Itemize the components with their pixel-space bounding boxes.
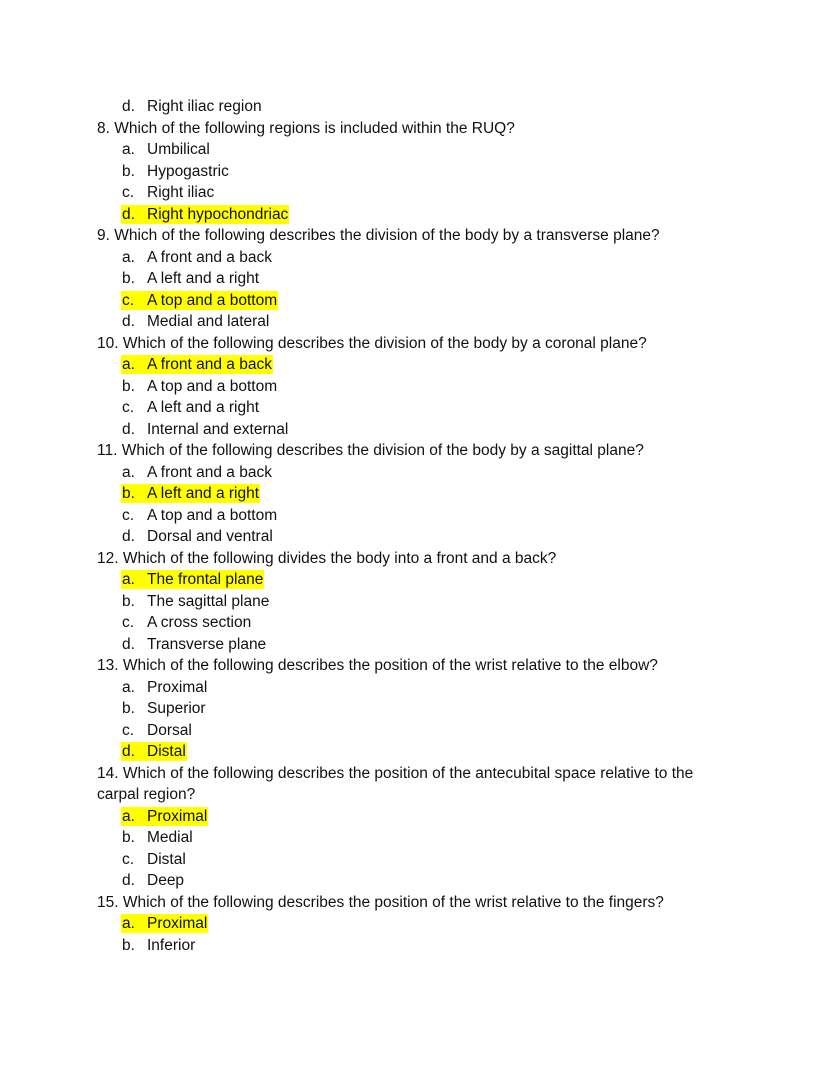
answer-option bbox=[97, 677, 737, 699]
answer-text-wrap bbox=[121, 420, 289, 439]
option-text: A left and a right bbox=[147, 485, 260, 502]
option-text: Medial bbox=[147, 829, 193, 846]
answer-option bbox=[97, 612, 737, 634]
option-text: A front and a back bbox=[147, 356, 272, 373]
answer-text-wrap bbox=[121, 377, 278, 396]
option-text: A front and a back bbox=[147, 248, 272, 266]
option-text: A cross section bbox=[147, 614, 252, 631]
option-letter: a. bbox=[122, 141, 135, 158]
highlighted-answer bbox=[121, 742, 187, 761]
option-letter: d. bbox=[122, 743, 135, 760]
answer-text-wrap bbox=[121, 312, 270, 331]
option-text: Inferior bbox=[147, 936, 196, 954]
answer-option bbox=[97, 96, 737, 118]
answer-option bbox=[97, 741, 737, 763]
answer-option bbox=[97, 827, 737, 849]
option-text: The frontal plane bbox=[147, 571, 264, 588]
answer-option bbox=[97, 913, 737, 935]
answer-option bbox=[97, 161, 737, 183]
answer-text-wrap bbox=[121, 140, 211, 159]
option-letter: c. bbox=[122, 506, 135, 524]
answer-text-wrap bbox=[121, 398, 260, 417]
option-text: Right iliac bbox=[147, 184, 215, 201]
option-letter: d. bbox=[122, 98, 135, 115]
answer-option bbox=[97, 204, 737, 226]
option-letter: c. bbox=[122, 850, 135, 868]
highlighted-answer bbox=[121, 570, 264, 589]
option-letter: b. bbox=[122, 377, 135, 395]
option-letter: b. bbox=[122, 936, 135, 954]
option-text: Distal bbox=[147, 743, 186, 760]
highlighted-answer bbox=[121, 355, 273, 374]
option-letter: b. bbox=[122, 485, 135, 502]
answer-option bbox=[97, 139, 737, 161]
option-text: Right iliac region bbox=[147, 98, 262, 115]
highlighted-answer bbox=[121, 914, 208, 933]
highlighted-answer bbox=[121, 807, 208, 826]
answer-text-wrap bbox=[121, 828, 194, 847]
answer-text-wrap bbox=[121, 183, 215, 202]
answer-text-wrap bbox=[121, 678, 208, 697]
answer-text-wrap bbox=[121, 721, 193, 740]
option-letter: d. bbox=[122, 313, 135, 330]
answer-option bbox=[97, 247, 737, 269]
answer-option bbox=[97, 182, 737, 204]
answer-option bbox=[97, 290, 737, 312]
answer-option bbox=[97, 935, 737, 957]
option-letter: a. bbox=[122, 678, 135, 696]
option-text: A top and a bottom bbox=[147, 377, 278, 395]
option-text: Deep bbox=[147, 872, 185, 889]
option-letter: a. bbox=[122, 915, 135, 932]
option-text: A top and a bottom bbox=[147, 506, 278, 524]
answer-option bbox=[97, 268, 737, 290]
answer-option bbox=[97, 311, 737, 333]
option-letter: a. bbox=[122, 248, 135, 266]
answer-option bbox=[97, 462, 737, 484]
option-text: Dorsal and ventral bbox=[147, 528, 273, 545]
option-letter: d. bbox=[122, 635, 135, 653]
question-text: 10. Which of the following describes the division of the body by a coronal plane? bbox=[97, 334, 647, 352]
option-text: Internal and external bbox=[147, 420, 289, 438]
option-letter: d. bbox=[122, 420, 135, 438]
answer-text-wrap bbox=[121, 269, 260, 288]
option-text: Proximal bbox=[147, 807, 208, 825]
option-letter: d. bbox=[122, 205, 135, 223]
option-text: Proximal bbox=[147, 678, 208, 696]
option-letter: d. bbox=[122, 528, 135, 545]
answer-option bbox=[97, 505, 737, 527]
option-letter: c. bbox=[122, 614, 135, 631]
option-letter: c. bbox=[122, 291, 135, 309]
option-text: Proximal bbox=[147, 915, 208, 932]
answer-text-wrap bbox=[121, 463, 273, 482]
answer-option bbox=[97, 698, 737, 720]
answer-text-wrap bbox=[121, 162, 230, 181]
question-text: 15. Which of the following describes the position of the wrist relative to the fingers? bbox=[97, 893, 664, 911]
answer-text-wrap bbox=[121, 936, 196, 955]
question-text: 13. Which of the following describes the position of the wrist relative to the elbow? bbox=[97, 657, 658, 674]
answer-text-wrap bbox=[121, 97, 263, 116]
option-text: A left and a right bbox=[147, 270, 260, 287]
option-text: A left and a right bbox=[147, 399, 260, 416]
option-letter: b. bbox=[122, 162, 135, 180]
option-letter: b. bbox=[122, 592, 135, 610]
question-text: 11. Which of the following describes the division of the body by a sagittal plane? bbox=[97, 442, 644, 459]
option-letter: b. bbox=[122, 829, 135, 846]
answer-option bbox=[97, 569, 737, 591]
option-letter: c. bbox=[122, 721, 135, 739]
answer-option bbox=[97, 591, 737, 613]
option-text: Distal bbox=[147, 850, 186, 868]
answer-text-wrap bbox=[121, 592, 270, 611]
answer-text-wrap bbox=[121, 248, 273, 267]
answer-option bbox=[97, 720, 737, 742]
question-text: 9. Which of the following describes the division of the body by a transverse plane? bbox=[97, 227, 660, 244]
answer-option bbox=[97, 526, 737, 548]
answer-text-wrap bbox=[121, 850, 187, 869]
highlighted-answer bbox=[121, 205, 289, 224]
option-letter: c. bbox=[122, 399, 135, 416]
answer-option bbox=[97, 397, 737, 419]
answer-option bbox=[97, 354, 737, 376]
option-text: Right hypochondriac bbox=[147, 205, 289, 223]
option-letter: a. bbox=[122, 356, 135, 373]
option-text: Hypogastric bbox=[147, 162, 229, 180]
option-letter: d. bbox=[122, 872, 135, 889]
option-text: The sagittal plane bbox=[147, 592, 270, 610]
option-text: Dorsal bbox=[147, 721, 192, 739]
answer-text-wrap bbox=[121, 871, 185, 890]
answer-text-wrap bbox=[121, 613, 252, 632]
answer-option bbox=[97, 376, 737, 398]
question-text: 8. Which of the following regions is included within the RUQ? bbox=[97, 119, 515, 137]
question-text: 12. Which of the following divides the body into a front and a back? bbox=[97, 549, 557, 567]
answer-text-wrap bbox=[121, 527, 274, 546]
option-letter: a. bbox=[122, 463, 135, 481]
answer-option bbox=[97, 419, 737, 441]
option-text: A top and a bottom bbox=[147, 291, 278, 309]
option-letter: c. bbox=[122, 184, 135, 201]
option-letter: b. bbox=[122, 270, 135, 287]
option-text: Medial and lateral bbox=[147, 313, 270, 330]
highlighted-answer bbox=[121, 291, 278, 310]
option-letter: a. bbox=[122, 571, 135, 588]
answer-text-wrap bbox=[121, 506, 278, 525]
highlighted-answer bbox=[121, 484, 260, 503]
option-letter: a. bbox=[122, 807, 135, 825]
answer-option bbox=[97, 806, 737, 828]
option-text: Transverse plane bbox=[147, 635, 267, 653]
answer-option bbox=[97, 483, 737, 505]
option-text: Superior bbox=[147, 700, 206, 717]
question-text: 14. Which of the following describes the position of the antecubital space relative to the carpal region? bbox=[97, 764, 694, 803]
quiz-content bbox=[97, 96, 737, 956]
answer-option bbox=[97, 634, 737, 656]
answer-option bbox=[97, 849, 737, 871]
option-letter: b. bbox=[122, 700, 135, 717]
answer-option bbox=[97, 870, 737, 892]
option-text: A front and a back bbox=[147, 463, 272, 481]
option-text: Umbilical bbox=[147, 141, 210, 158]
answer-text-wrap bbox=[121, 699, 207, 718]
answer-text-wrap bbox=[121, 635, 267, 654]
